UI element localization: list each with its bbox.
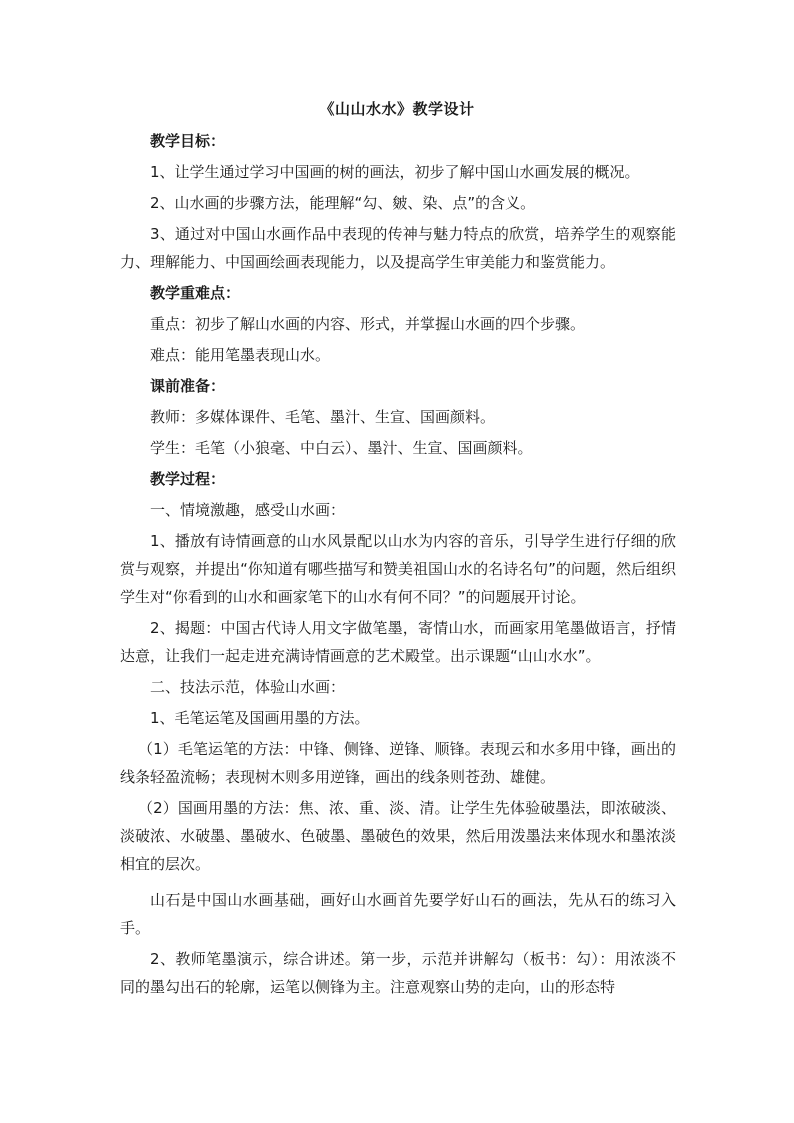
paragraph: 学生：毛笔（小狼毫、中白云）、墨汁、生宣、国画颜料。 [150, 439, 533, 457]
paragraph: 一、情境激趣，感受山水画： [150, 501, 346, 519]
paragraph: 1、让学生通过学习中国画的树的画法，初步了解中国山水画发展的概况。 [150, 163, 640, 181]
paragraph: 2、山水画的步骤方法，能理解“勾、皴、染、点”的含义。 [150, 194, 536, 212]
document-body [120, 127, 676, 1004]
section-heading-objectives: 教学目标： [150, 132, 226, 150]
paragraph: 教师：多媒体课件、毛笔、墨汁、生宣、国画颜料。 [150, 408, 496, 426]
paragraph: 重点：初步了解山水画的内容、形式，并掌握山水画的四个步骤。 [150, 315, 586, 333]
paragraph: 2、教师笔墨演示，综合讲述。第一步，示范并讲解勾（板书：勾）：用浓淡不同的墨勾出石的轮廓，运笔以侧锋为主。注意观察山势的走向，山的形态特 [120, 950, 676, 996]
paragraph: （2）国画用墨的方法：焦、浓、重、淡、清。让学生先体验破墨法，即浓破淡、淡破浓、水破墨、墨破水、色破墨、墨破色的效果，然后用泼墨法来体现水和墨浓淡相宜的层次。 [120, 799, 676, 873]
paragraph: 2、揭题：中国古代诗人用文字做笔墨，寄情山水，而画家用笔墨做语言，抒情达意，让我们一起走进充满诗情画意的艺术殿堂。出示课题“山山水水”。 [120, 619, 676, 665]
section-heading-preparation: 课前准备： [150, 377, 226, 395]
section-heading-key-points: 教学重难点： [150, 284, 241, 302]
paragraph: 山石是中国山水画基础，画好山水画首先要学好山石的画法，先从石的练习入手。 [120, 891, 676, 937]
paragraph: 3、通过对中国山水画作品中表现的传神与魅力特点的欣赏，培养学生的观察能力、理解能力、中国画绘画表现能力，以及提高学生审美能力和鉴赏能力。 [120, 225, 676, 271]
paragraph: （1）毛笔运笔的方法：中锋、侧锋、逆锋、顺锋。表现云和水多用中锋，画出的线条轻盈流畅；表现树木则多用逆锋，画出的线条则苍劲、雄健。 [120, 740, 676, 786]
section-heading-process: 教学过程： [150, 470, 226, 488]
paragraph: 二、技法示范，体验山水画： [150, 678, 346, 696]
paragraph: 1、毛笔运笔及国画用墨的方法。 [150, 709, 370, 727]
paragraph: 难点：能用笔墨表现山水。 [150, 346, 331, 364]
paragraph: 1、播放有诗情画意的山水风景配以山水为内容的音乐，引导学生进行仔细的欣赏与观察，并提出“你知道有哪些描写和赞美祖国山水的名诗名句”的问题，然后组织学生对“你看到的山水和画家笔下的山水有何不同？”的问题展开讨论。 [120, 532, 676, 606]
document-title: 《山山水水》教学设计 [319, 100, 475, 118]
